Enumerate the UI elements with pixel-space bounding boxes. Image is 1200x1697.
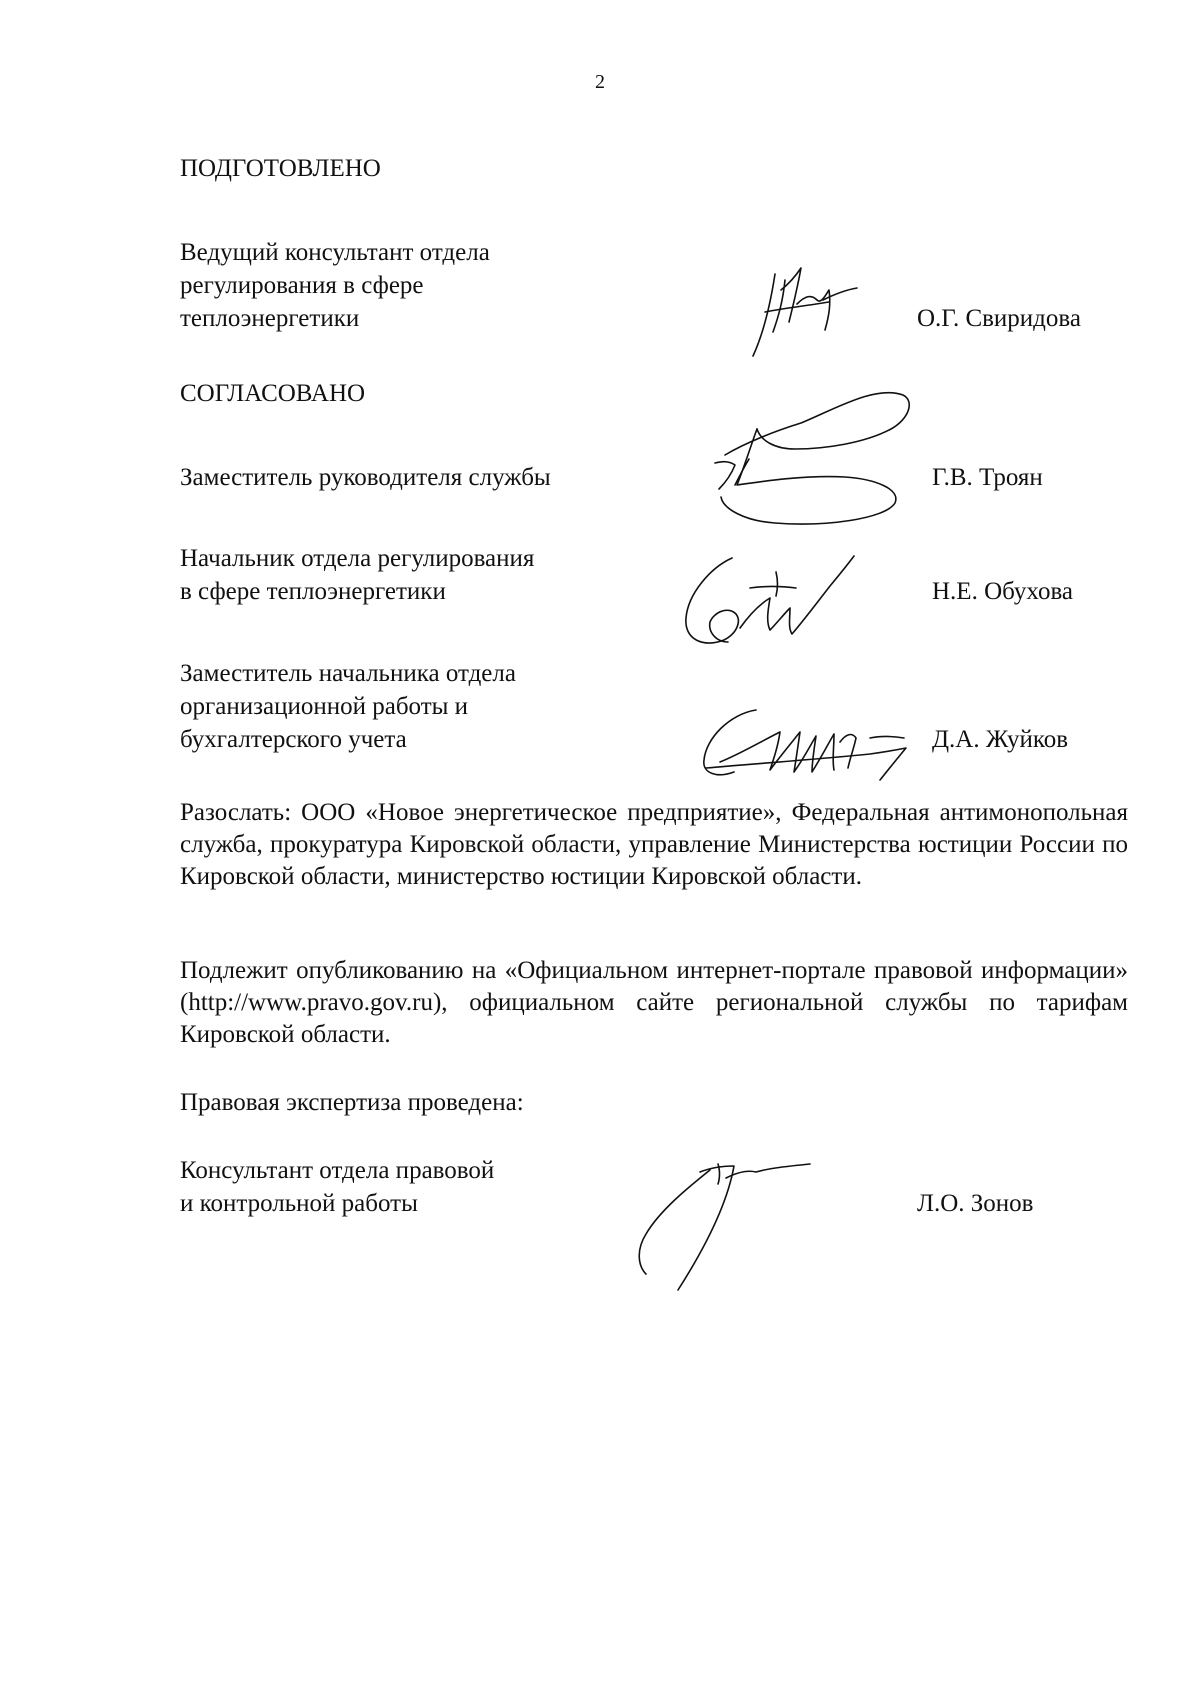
signer-3-position-line-2: организационной работы и [180, 693, 469, 720]
signer-3-position-line-1: Заместитель начальника отдела [180, 660, 516, 687]
signature-zhuykov [700, 702, 910, 782]
legal-review-position-line-1: Консультант отдела правовой [180, 1157, 495, 1184]
distribution-list: Разослать: ООО «Новое энергетическое предприятие», Федеральная антимонопольная служба, прокуратура Кировской области, управление Министерства юстиции России по Кировской области, министерство юстиции Кировской области. [180, 799, 1128, 890]
prepared-position-line-2: регулирования в сфере [180, 272, 424, 299]
prepared-position-line-1: Ведущий консультант отдела [180, 239, 490, 266]
signer-2-position-line-1: Начальник отдела регулирования [180, 545, 535, 572]
page-number: 2 [595, 71, 605, 93]
signature-obukhova [680, 548, 860, 653]
signer-1-position-line-1: Заместитель руководителя службы [180, 464, 551, 491]
publication-note: Подлежит опубликованию на «Официальном интернет-портале правовой информации» (http://www.pravo.gov.ru), официальном сайте региональной службы по тарифам Кировской области. [180, 957, 1128, 1048]
signer-2-position-line-2: в сфере теплоэнергетики [180, 578, 446, 605]
signature-zonov [630, 1150, 830, 1290]
signature-sviridova [745, 260, 885, 360]
signer-2-name: Н.Е. Обухова [932, 578, 1074, 605]
signer-3-position-line-3: бухгалтерского учета [180, 726, 407, 753]
legal-review-heading: Правовая экспертиза проведена: [180, 1089, 524, 1116]
signer-3-name: Д.А. Жуйков [932, 726, 1069, 753]
signature-troyan [705, 385, 915, 535]
prepared-name: О.Г. Свиридова [917, 305, 1081, 332]
signer-1-name: Г.В. Троян [932, 464, 1043, 491]
legal-review-name: Л.О. Зонов [917, 1190, 1034, 1217]
legal-review-position-line-2: и контрольной работы [180, 1190, 418, 1217]
prepared-position-line-3: теплоэнергетики [180, 305, 360, 332]
agreed-heading: СОГЛАСОВАНО [180, 380, 366, 407]
prepared-heading: ПОДГОТОВЛЕНО [180, 155, 381, 182]
